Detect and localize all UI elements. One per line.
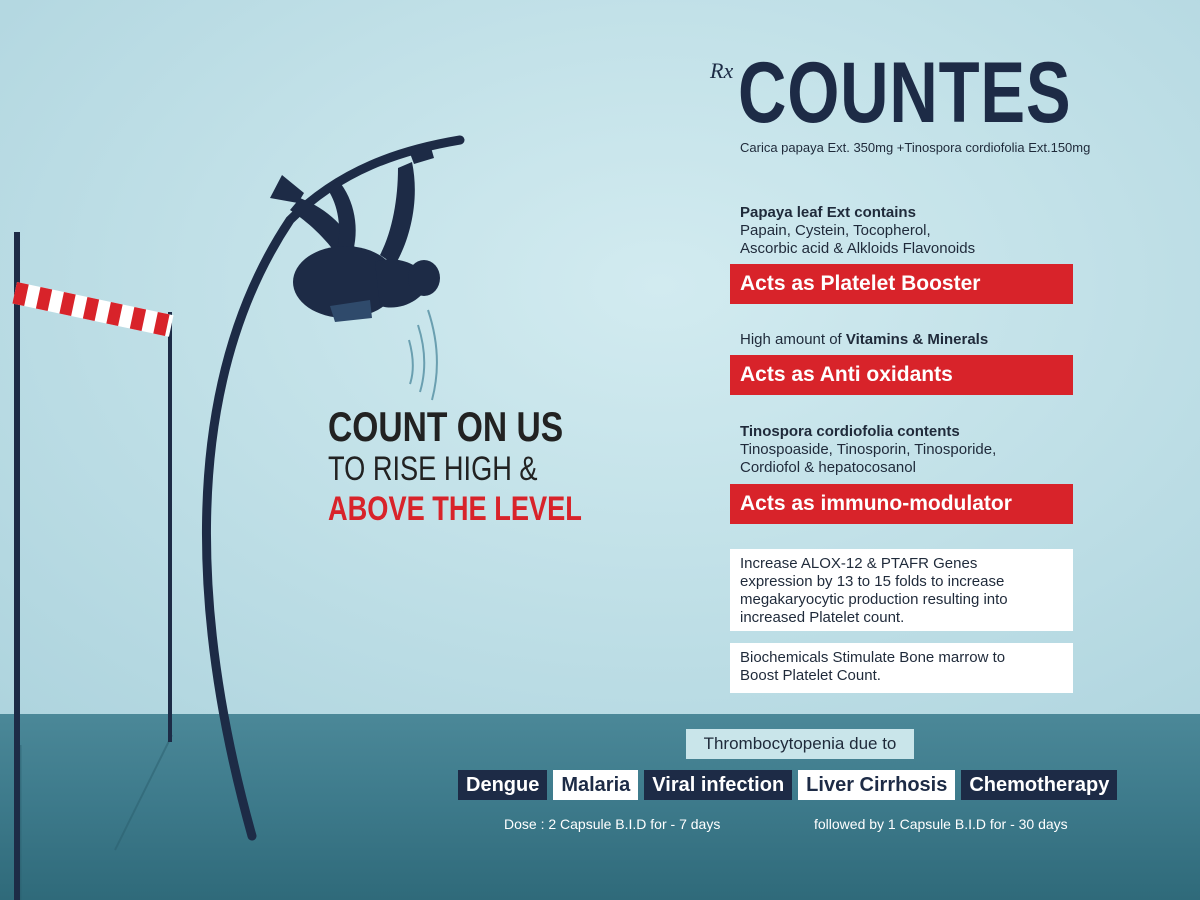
section-line: Papain, Cystein, Tocopherol, — [740, 222, 931, 239]
dose-followup: followed by 1 Capsule B.I.D for - 30 days — [814, 816, 1068, 832]
dose-initial: Dose : 2 Capsule B.I.D for - 7 days — [504, 816, 721, 832]
papaya-section — [740, 204, 975, 258]
info-line: megakaryocytic production resulting into — [740, 591, 1008, 608]
tinospora-section — [740, 423, 996, 477]
tagline-line-3: ABOVE THE LEVEL — [328, 490, 582, 528]
section-line: Ascorbic acid & Alkloids Flavonoids — [740, 240, 976, 257]
action-bar-immuno: Acts as immuno-modulator — [730, 484, 1073, 524]
condition-chips — [458, 770, 1117, 800]
chip-liver-cirrhosis: Liver Cirrhosis — [798, 770, 955, 800]
chip-malaria: Malaria — [553, 770, 638, 800]
info-line: increased Platelet count. — [740, 609, 905, 626]
brand-name: COUNTES — [738, 45, 1072, 141]
info-line: Increase ALOX-12 & PTAFR Genes — [740, 555, 978, 572]
section-heading: Vitamins & Minerals — [845, 331, 989, 348]
info-line: Biochemicals Stimulate Bone marrow to — [740, 649, 1006, 666]
action-bar-antioxidant: Acts as Anti oxidants — [730, 355, 1073, 395]
vitamins-section — [740, 331, 988, 349]
section-heading: Papaya leaf Ext contains — [740, 204, 916, 221]
chip-viral-infection: Viral infection — [644, 770, 792, 800]
info-box-bone-marrow — [730, 643, 1073, 693]
info-box-genes — [730, 549, 1073, 631]
info-line: expression by 13 to 15 folds to increase — [740, 573, 1005, 590]
chip-chemotherapy: Chemotherapy — [961, 770, 1117, 800]
section-line: Cordiofol & hepatocosanol — [740, 459, 916, 476]
tagline — [328, 403, 582, 529]
rx-symbol: Rx — [710, 58, 734, 83]
section-heading: Tinospora cordiofolia contents — [740, 423, 960, 440]
section-line: Tinospoaside, Tinosporin, Tinosporide, — [740, 441, 997, 458]
info-line: Boost Platelet Count. — [740, 667, 881, 684]
action-bar-platelet: Acts as Platelet Booster — [730, 264, 1073, 304]
composition-text: Carica papaya Ext. 350mg +Tinospora cordiofolia Ext.150mg — [740, 140, 1091, 155]
chip-dengue: Dengue — [458, 770, 547, 800]
tagline-line-1: COUNT ON US — [328, 403, 564, 450]
high-jump-bar-icon — [12, 232, 173, 900]
indication-label: Thrombocytopenia due to — [686, 729, 914, 759]
section-prefix: High amount of — [740, 331, 846, 348]
tagline-line-2: TO RISE HIGH & — [328, 450, 538, 488]
